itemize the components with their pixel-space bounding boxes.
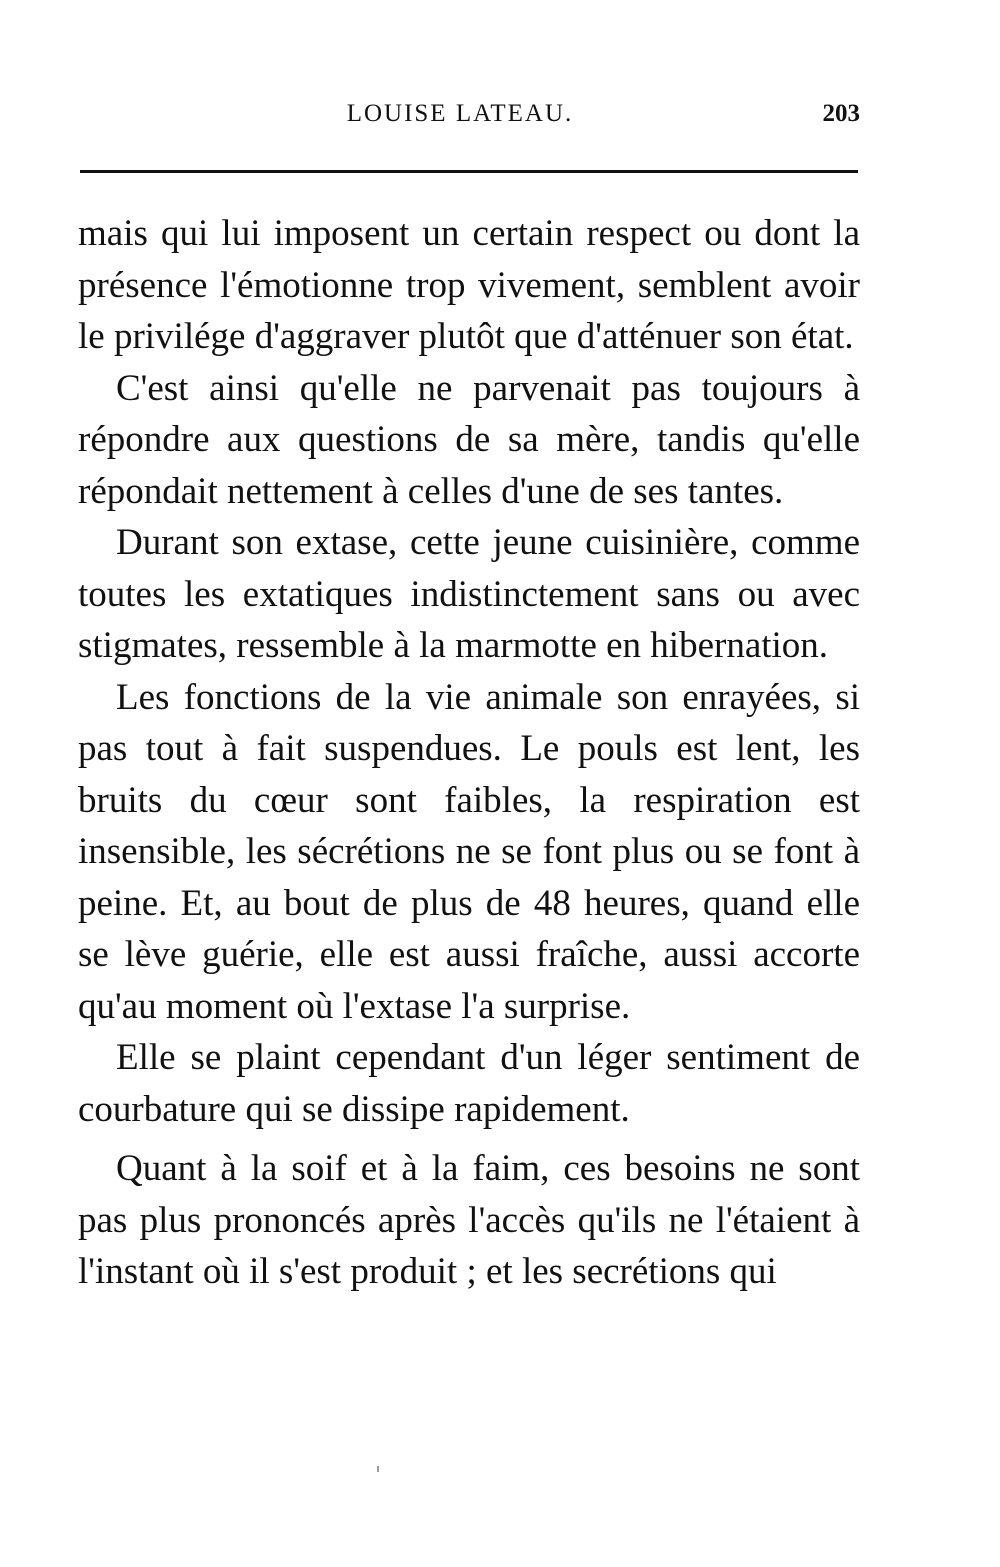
running-title: LOUISE LATEAU. bbox=[346, 100, 574, 127]
paragraph-4: Les fonctions de la vie animale son enrayées, si pas tout à fait suspendues. Le pouls est lent, les bruits du cœur sont faibles, la respiration est insensible, les sécrétions ne se font plus ou se font à peine. Et, au bout de plus de 48 heures, quand elle se lève guérie, elle est aussi fraîche, aussi accorte qu'au moment où l'extase l'a surprise. bbox=[78, 676, 860, 1027]
paragraph-6: Quant à la soif et à la faim, ces besoins ne sont pas plus prononcés après l'accès qu'ils ne l'étaient à l'instant où il s'est produit ; et les secrétions qui bbox=[78, 1148, 860, 1292]
paragraph-3: Durant son extase, cette jeune cuisinière, comme toutes les extatiques indistinctement sans ou avec stigmates, ressemble à la marmotte en hibernation. bbox=[78, 522, 860, 666]
print-speck bbox=[377, 1466, 379, 1472]
header-rule bbox=[80, 170, 858, 173]
paragraph-5: Elle se plaint cependant d'un léger sentiment de courbature qui se dissipe rapidement. bbox=[78, 1037, 860, 1130]
paragraph-1: mais qui lui imposent un certain respect ou dont la présence l'émotionne trop vivement, semblent avoir le privilége d'aggraver plutôt que d'atténuer son état. bbox=[78, 213, 860, 357]
paragraph-2: C'est ainsi qu'elle ne parvenait pas toujours à répondre aux questions de sa mère, tandis qu'elle répondait nettement à celles d'une de ses tantes. bbox=[78, 367, 860, 512]
body-text bbox=[78, 208, 860, 1298]
page-header bbox=[0, 96, 1000, 136]
page-number: 203 bbox=[822, 100, 860, 127]
